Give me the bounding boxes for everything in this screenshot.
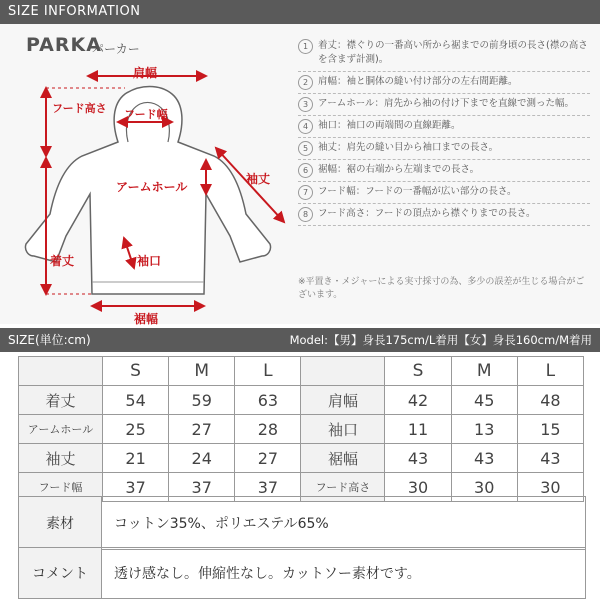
header-title: SIZE INFORMATION [8, 4, 141, 19]
material-label: 素材 [19, 497, 102, 549]
circled-8-icon: 8 [298, 207, 313, 222]
size-header-l: L [517, 357, 583, 386]
table-row: フード幅 37 37 37 フード高さ 30 30 30 [19, 473, 584, 502]
label-sleeve-length: 袖丈 [246, 172, 271, 186]
size-unit-label: SIZE(単位:cm) [8, 333, 91, 347]
definition-item: 4 袖口：袖口の両端間の直線距離。 [298, 116, 590, 138]
circled-4-icon: 4 [298, 119, 313, 134]
table-row: 着丈 54 59 63 肩幅 42 45 48 [19, 386, 584, 415]
definition-item: 2 肩幅：袖と胴体の縫い付け部分の左右間距離。 [298, 72, 590, 94]
definition-item: 7 フード幅：フードの一番幅が広い部分の長さ。 [298, 182, 590, 204]
product-name-kana: パーカー [92, 42, 140, 56]
circled-3-icon: 3 [298, 97, 313, 112]
circled-1-icon: 1 [298, 39, 313, 54]
label-hood-height: フード高さ [52, 102, 107, 115]
size-header-s: S [385, 357, 451, 386]
size-table [18, 356, 584, 502]
label-armhole: アームホール [116, 180, 188, 194]
label-hood-width: フード幅 [124, 108, 168, 121]
size-header-m: M [169, 357, 235, 386]
size-header-s: S [103, 357, 169, 386]
definition-item: 1 着丈：襟ぐりの一番高い所から裾までの前身頃の長さ(襟の高さを含まず計測)。 [298, 36, 590, 72]
size-header-row [19, 357, 584, 386]
measurement-note: ※平置き・メジャーによる実寸採寸の為、多少の誤差が生じる場合がございます。 [298, 277, 585, 300]
comment-row [18, 547, 586, 599]
size-information-header [0, 0, 600, 24]
material-value: コットン35%、ポリエステル65% [114, 516, 329, 532]
comment-label: コメント [19, 548, 102, 598]
comment-value: 透け感なし。伸縮性なし。カットソー素材です。 [114, 566, 421, 582]
label-hem-width: 裾幅 [134, 312, 159, 326]
size-bar [0, 328, 600, 352]
model-info: Model:【男】身長175cm/L着用【女】身長160cm/M着用 [289, 333, 592, 347]
table-row: 袖丈 21 24 27 裾幅 43 43 43 [19, 444, 584, 473]
label-shoulder-width: 肩幅 [133, 66, 158, 80]
circled-7-icon: 7 [298, 185, 313, 200]
definition-item: 5 袖丈：肩先の縫い目から袖口までの長さ。 [298, 138, 590, 160]
circled-2-icon: 2 [298, 75, 313, 90]
circled-5-icon: 5 [298, 141, 313, 156]
size-header-m: M [451, 357, 517, 386]
definition-item: 6 裾幅：裾の右端から左端までの長さ。 [298, 160, 590, 182]
label-length: 着丈 [50, 254, 75, 268]
definitions-list [298, 36, 590, 226]
table-row: アームホール 25 27 28 袖口 11 13 15 [19, 415, 584, 444]
product-name: PARKA [26, 34, 102, 56]
definition-item: 3 アームホール：肩先から袖の付け下までを直線で測った幅。 [298, 94, 590, 116]
label-cuff: 袖口 [137, 254, 162, 268]
size-header-l: L [235, 357, 301, 386]
definition-item: 8 フード高さ：フードの頂点から襟ぐりまでの長さ。 [298, 204, 590, 226]
circled-6-icon: 6 [298, 163, 313, 178]
material-row [18, 496, 586, 550]
